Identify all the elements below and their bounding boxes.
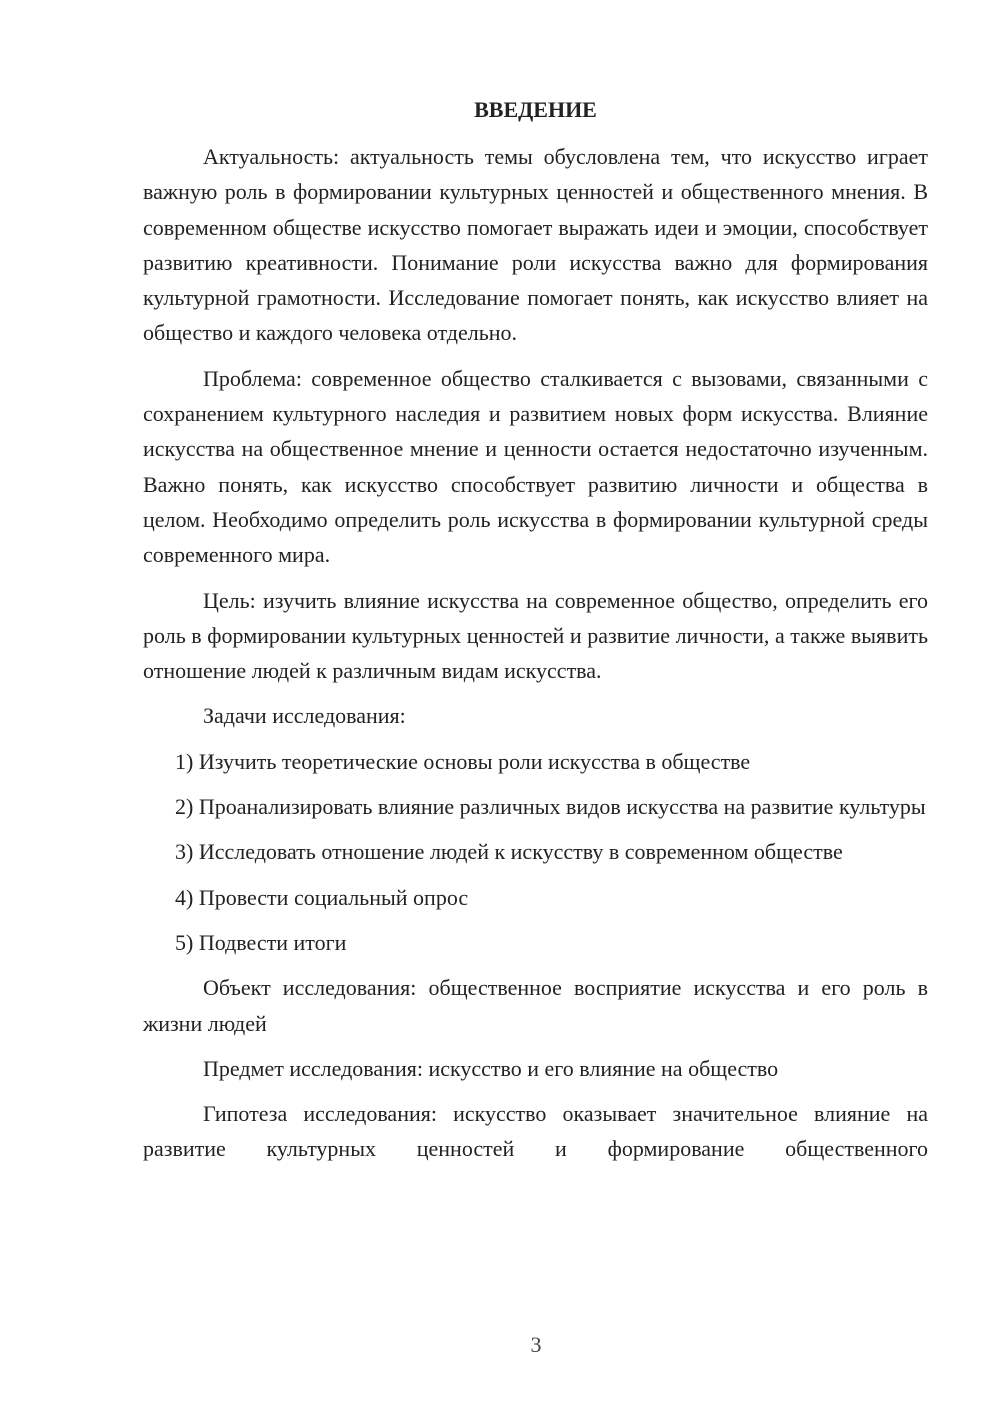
page-number: 3	[530, 1332, 542, 1357]
task-item-3: 3) Исследовать отношение людей к искусству в современном обществе	[175, 839, 843, 865]
relevance-paragraph: Актуальность: актуальность темы обусловлена тем, что искусство играет важную роль в формировании культурных ценностей и общественного мнения. В современном обществе искусство помогает выражать идеи и эмоции, способствует развитию креативности. Понимание роли искусства важно для формирования культурной грамотности. Исследование помогает понять, как искусство влияет на общество и каждого человека отдельно.	[143, 144, 928, 346]
object-paragraph: Объект исследования: общественное восприятие искусства и его роль в жизни людей	[143, 975, 928, 1036]
task-item-2: 2) Проанализировать влияние различных видов искусства на развитие культуры	[175, 794, 926, 820]
hypothesis-paragraph: Гипотеза исследования: искусство оказывает значительное влияние на развитие культурных ценностей и формирование общественного	[143, 1101, 928, 1162]
problem-paragraph: Проблема: современное общество сталкивается с вызовами, связанными с сохранением культурного наследия и развитием новых форм искусства. Влияние искусства на общественное мнение и ценности остается недостаточно изученным. Важно понять, как искусство способствует развитию личности и общества в целом. Необходимо определить роль искусства в формировании культурной среды современного мира.	[143, 365, 928, 568]
subject-paragraph: Предмет исследования: искусство и его влияние на общество	[203, 1055, 779, 1081]
section-heading: ВВЕДЕНИЕ	[474, 97, 597, 122]
task-item-5: 5) Подвести итоги	[175, 929, 347, 955]
tasks-title: Задачи исследования:	[203, 703, 406, 729]
document-page	[143, 92, 928, 1167]
task-item-1: 1) Изучить теоретические основы роли искусства в обществе	[175, 748, 751, 774]
goal-paragraph: Цель: изучить влияние искусства на современное общество, определить его роль в формировании культурных ценностей и развитие личности, а также выявить отношение людей к различным видам искусства.	[143, 587, 928, 684]
task-item-4: 4) Провести социальный опрос	[175, 884, 469, 910]
